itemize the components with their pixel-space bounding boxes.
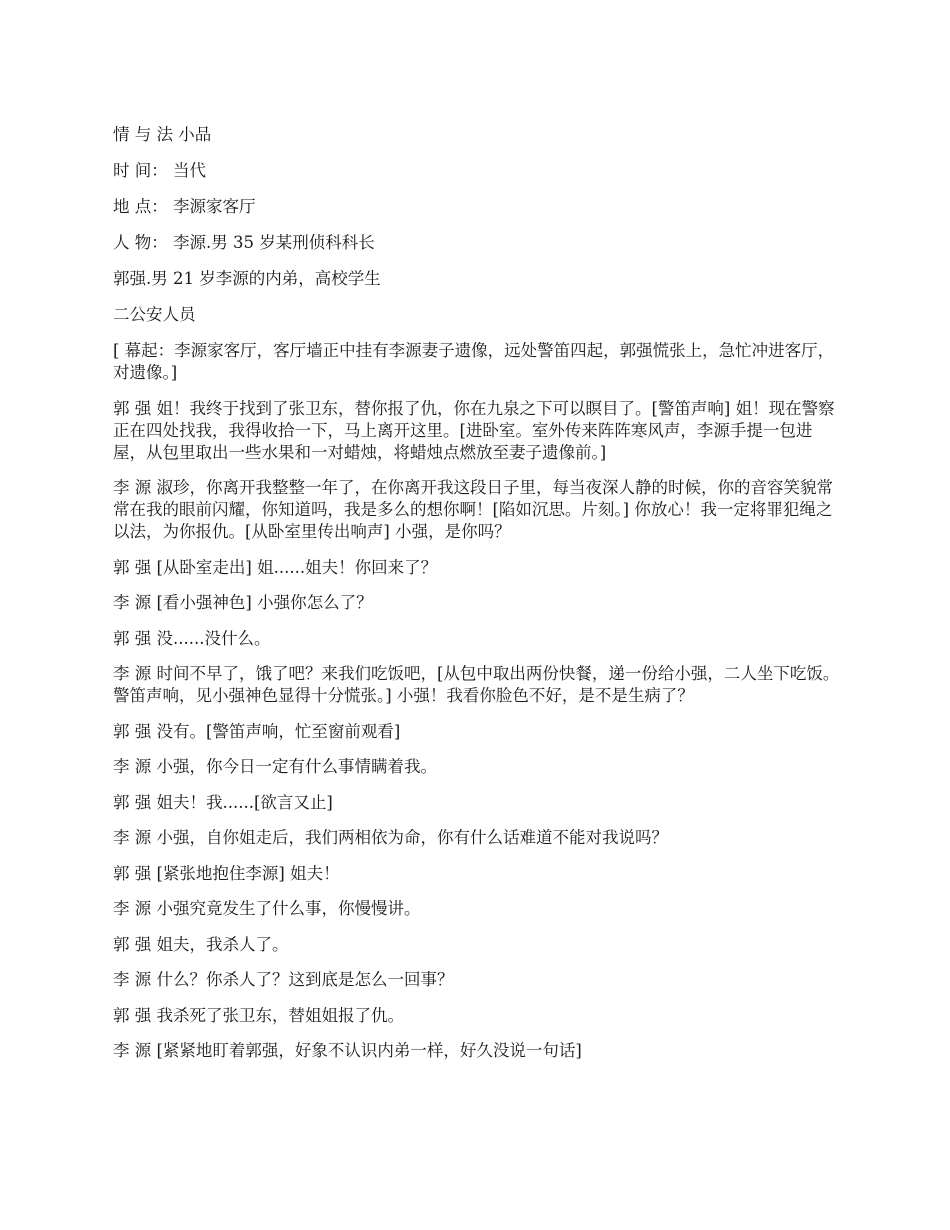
dialogue-line: 郭 强 没......没什么。 xyxy=(113,628,271,648)
dialogue-line: 郭 强 姐夫，我杀人了。 xyxy=(113,934,289,954)
dialogue-line: 李 源 [看小强神色] 小强你怎么了？ xyxy=(113,593,373,612)
title: 情 与 法 小品 xyxy=(113,125,212,144)
dialogue-line: 李 源 小强，你今日一定有什么事情瞒着我。 xyxy=(113,757,437,776)
dialogue-line: 李 源 小强究竟发生了什么事，你慢慢讲。 xyxy=(113,899,421,918)
dialogue-line: 郭 强 姐！我终于找到了张卫东，替你报了仇，你在九泉之下可以瞑目了。[警笛声响] 姐！现在警察正在四处找我，我得收拾一下，马上离开这里。[进卧室。室外传来阵阵寒风声，李源手提一包进屋，从包里取出一些水果和一对蜡烛，将蜡烛点燃放至妻子遗像前。] xyxy=(113,398,835,462)
setting-time: 时 间： 当代 xyxy=(113,161,206,180)
stage-direction: [ 幕起：李源家客厅，客厅墙正中挂有李源妻子遗像，远处警笛四起，郭强慌张上，急忙冲进客厅，对遗像。] xyxy=(113,341,835,382)
dialogue-line: 李 源 时间不早了，饿了吧？来我们吃饭吧，[从包中取出两份快餐，递一份给小强，二人坐下吃饭。警笛声响，见小强神色显得十分慌张。] 小强！我看你脸色不好，是不是生病了？ xyxy=(113,664,840,705)
dialogue-line: 郭 强 [紧张地抱住李源] 姐夫！ xyxy=(113,863,340,883)
dialogue-line: 郭 强 我杀死了张卫东，替姐姐报了仇。 xyxy=(113,1005,404,1025)
document-page xyxy=(113,124,843,1076)
cast-li-yuan: 人 物： 李源.男 35 岁某刑侦科科长 xyxy=(113,233,375,252)
cast-guo-qiang: 郭强.男 21 岁李源的内弟，高校学生 xyxy=(113,269,381,288)
dialogue-line: 李 源 小强，自你姐走后，我们两相依为命，你有什么话难道不能对我说吗？ xyxy=(113,828,668,847)
dialogue-line: 郭 强 姐夫！我......[欲言又止] xyxy=(113,792,333,812)
cast-police: 二公安人员 xyxy=(113,305,196,324)
dialogue-line: 郭 强 [从卧室走出] 姐......姐夫！你回来了？ xyxy=(113,557,438,577)
dialogue-line: 郭 强 没有。[警笛声响，忙至窗前观看] xyxy=(113,721,401,741)
dialogue-line: 李 源 [紧紧地盯着郭强，好象不认识内弟一样，好久没说一句话] xyxy=(113,1041,582,1060)
dialogue-line: 李 源 什么？你杀人了？这到底是怎么一回事？ xyxy=(113,970,454,989)
dialogue-line: 李 源 淑珍，你离开我整整一年了，在你离开我这段日子里，每当夜深人静的时候，你的音容笑貌常常在我的眼前闪耀，你知道吗，我是多么的想你啊！[陷如沉思。片刻。] 你放心！我一定将罪犯绳之以法，为你报仇。[从卧室里传出响声] 小强，是你吗？ xyxy=(113,478,833,541)
setting-place: 地 点： 李源家客厅 xyxy=(113,197,256,216)
